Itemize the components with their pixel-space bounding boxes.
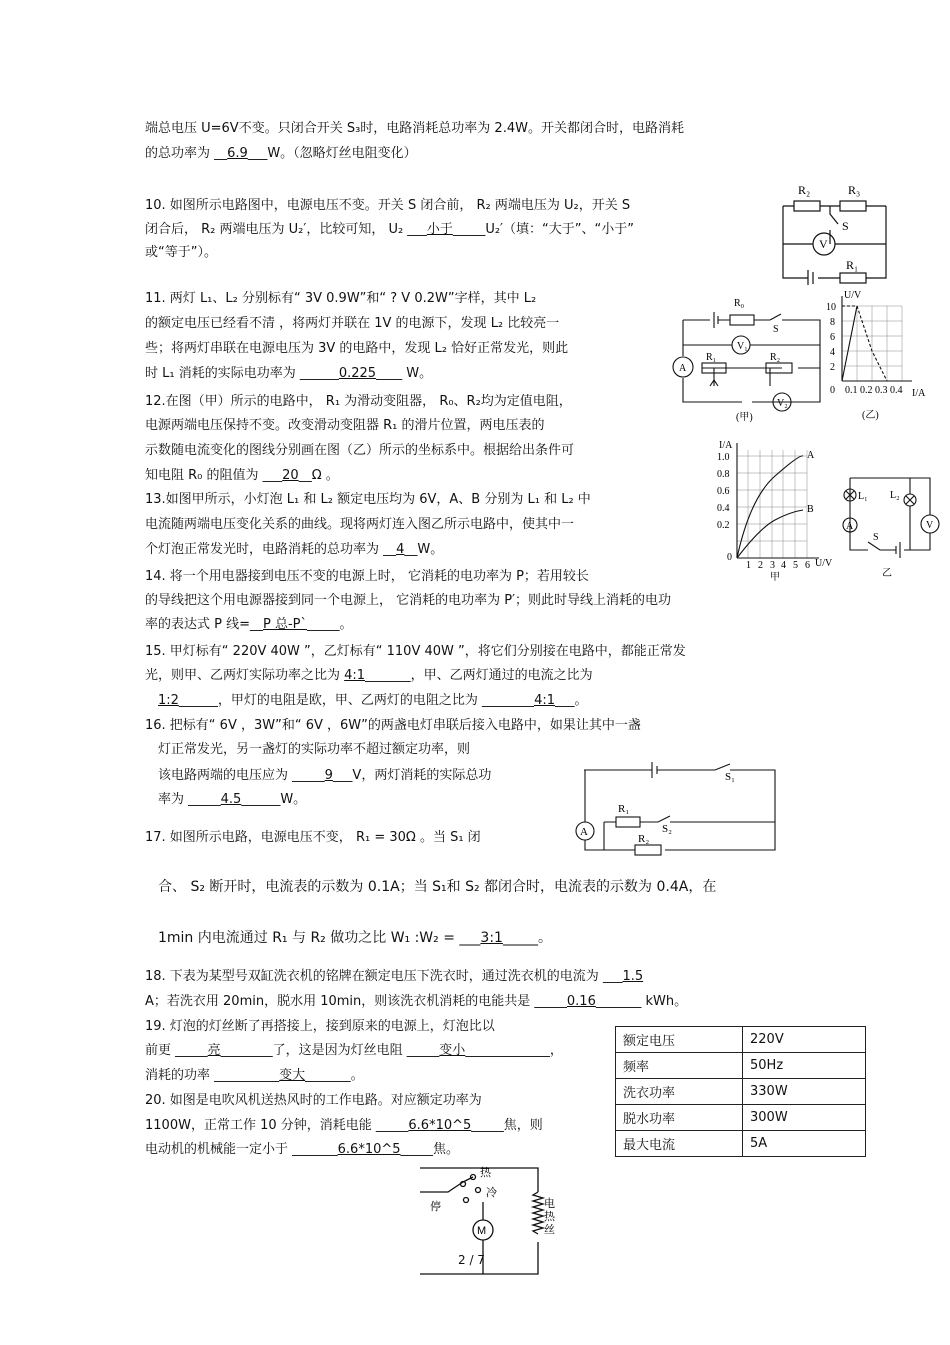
text-line: 1100W，正常工作 10 分钟，消耗电能 _____6.6*10^5_____焦，则 — [145, 1118, 543, 1133]
curve-a-label: A — [807, 450, 815, 461]
q13-circuit-diagram — [838, 470, 942, 580]
heater-label-3: 丝 — [544, 1224, 555, 1236]
table-row: 额定电压 220V — [616, 1027, 866, 1053]
r1-label: R₁ — [846, 258, 859, 272]
x-tick: 0.1 — [845, 385, 858, 396]
y-axis-label: I/A — [719, 440, 733, 451]
a-label: A — [580, 826, 588, 838]
text-line: 个灯泡正常发光时，电路消耗的总功率为 __4__W。 — [145, 542, 444, 557]
l2-label: L₂ — [890, 490, 900, 501]
text-line: 消耗的功率 __________变大_______。 — [145, 1068, 364, 1083]
caption: 乙 — [882, 568, 892, 579]
r2-label: R₂ — [798, 183, 811, 197]
text-line: 的总功率为 __6.9___W。（忽略灯丝电阻变化） — [145, 146, 417, 161]
caption: (乙) — [862, 410, 879, 421]
text-line: 1:2______，甲灯的电阻是欧，甲、乙两灯的电阻之比为 ________4:1___。 — [158, 693, 588, 708]
answer: 9 — [324, 768, 333, 783]
text-line: 示数随电流变化的图线分别画在图（乙）所示的坐标系中。根据给出条件可 — [145, 443, 575, 458]
question-16: 16. 把标有“ 6V ，3W”和“ 6V ，6W”的两盏电灯串联后接入电路中，如果让其中一盏 — [145, 718, 641, 733]
y-tick: 0.2 — [717, 520, 730, 531]
s-label: S — [773, 324, 779, 335]
text-line: 1min 内电流通过 R₁ 与 R₂ 做功之比 W₁ :W₂ = ___3:1_____。 — [158, 930, 552, 946]
y-tick: 10 — [826, 302, 836, 313]
answer: 变小 — [439, 1043, 466, 1058]
r2-label: R₂ — [770, 352, 781, 363]
q10-circuit-diagram — [780, 180, 890, 285]
question-17: 17. 如图所示电路，电源电压不变， R₁ = 30Ω 。当 S₁ 闭 — [145, 830, 481, 845]
y-tick: 0.4 — [717, 503, 730, 514]
x-tick: 0 — [830, 385, 835, 396]
answer: 6.9 — [227, 146, 248, 161]
x-tick: 6 — [805, 560, 810, 571]
r3-label: R₃ — [848, 183, 861, 197]
x-tick: 5 — [793, 560, 798, 571]
r0-label: R₀ — [734, 298, 745, 309]
x-tick: 3 — [770, 560, 775, 571]
answer: 4:1 — [344, 668, 366, 683]
page-number: 2 / 7 — [458, 1253, 485, 1267]
answer: 变大 — [279, 1068, 306, 1083]
answer: 亮 — [207, 1043, 221, 1058]
text-line: 闭合后， R₂ 两端电压为 U₂′，比较可知， U₂ ___小于_____U₂′（填：“大于”、“小于” — [145, 222, 634, 237]
s-label: S — [842, 219, 849, 233]
question-15: 15. 甲灯标有“ 220V 40W ”，乙灯标有“ 110V 40W ”，将它们分别接在电路中，都能正常发 — [145, 644, 686, 659]
text-line: 率为 _____4.5______W。 — [158, 792, 307, 807]
answer: 0.225 — [338, 366, 377, 381]
text-line: 时 L₁ 消耗的实际电功率为 ______0.225____ W。 — [145, 366, 433, 381]
s2-label: S₂ — [662, 823, 672, 835]
y-tick: 6 — [830, 332, 835, 343]
x-tick: 0.4 — [890, 385, 903, 396]
text-line: 该电路两端的电压应为 _____9___V，两灯消耗的实际总功 — [158, 768, 492, 783]
y-axis-label: U/V — [844, 290, 862, 301]
text-line: 灯正常发光，另一盏灯的实际功率不超过额定功率，则 — [158, 742, 471, 757]
y-tick: 8 — [830, 317, 835, 328]
text-line: 或“等于”）。 — [145, 245, 217, 260]
v2-label: V₂ — [777, 398, 788, 409]
v-label: V — [819, 237, 828, 251]
q12-graph — [812, 288, 937, 428]
text-line: 电源两端电压保持不变。改变滑动变阻器 R₁ 的滑片位置，两电压表的 — [145, 418, 545, 433]
question-18: 18. 下表为某型号双缸洗衣机的铭牌在额定电压下洗衣时，通过洗衣机的电流为 ___1.5 — [145, 969, 644, 984]
heater-label-1: 电 — [544, 1198, 555, 1210]
answer: P 总-P` — [263, 617, 308, 632]
text-line: 合、 S₂ 断开时，电流表的示数为 0.1A；当 S₁和 S₂ 都闭合时，电流表的示数为 0.4A，在 — [158, 879, 717, 895]
cold-label: 冷 — [486, 1187, 497, 1199]
motor-label: M — [477, 1225, 487, 1237]
text-line: A；若洗衣用 20min，脱水用 10min，则该洗衣机消耗的电能共是 _____0.16_______ kWh。 — [145, 994, 688, 1009]
x-axis-label: U/V — [815, 558, 833, 569]
y-tick: 4 — [830, 347, 835, 358]
table-row: 脱水功率 300W — [616, 1105, 866, 1131]
text-line: 前更 _____亮________了，这是因为灯丝电阻 _____变小_____________， — [145, 1043, 563, 1058]
text-line: 知电阻 R₀ 的阻值为 ___20__Ω 。 — [145, 468, 339, 483]
r1-label: R₁ — [618, 803, 630, 815]
y-tick: 2 — [830, 362, 835, 373]
x-tick: 1 — [746, 560, 751, 571]
question-20: 20. 如图是电吹风机送热风时的工作电路。对应额定功率为 — [145, 1093, 482, 1108]
q12-circuit-diagram — [670, 290, 835, 430]
caption: (甲) — [736, 412, 753, 423]
q13-iu-graph — [715, 438, 835, 583]
v1-label: V₁ — [737, 341, 748, 352]
a-label: A — [846, 521, 854, 532]
l1-label: L₁ — [858, 491, 868, 502]
text-line: 的导线把这个用电源器接到同一个电源上， 它消耗的电功率为 P′；则此时导线上消耗的电功 — [145, 593, 672, 608]
answer: 1:2 — [158, 693, 179, 708]
table-row: 最大电流 5A — [616, 1131, 866, 1157]
question-14: 14. 将一个用电器接到电压不变的电源上时， 它消耗的电功率为 P；若用较长 — [145, 569, 589, 584]
q17-circuit-diagram — [570, 760, 780, 865]
curve-b-label: B — [807, 504, 814, 515]
r1-label: R₁ — [706, 352, 717, 363]
text-line: 电流随两端电压变化关系的曲线。现将两灯连入图乙所示电路中，使其中一 — [145, 517, 575, 532]
answer: 6.6*10^5 — [408, 1118, 472, 1133]
x-tick: 0.2 — [860, 385, 873, 396]
y-tick: 0.6 — [717, 486, 730, 497]
text-line: 率的表达式 P 线=__P 总-P`_____。 — [145, 617, 353, 632]
text-line: 端总电压 U=6V不变。只闭合开关 S₃时，电路消耗总功率为 2.4W。开关都闭合时，电路消耗 — [145, 121, 684, 136]
text-line: 些；将两灯串联在电源电压为 3V 的电路中，发现 L₂ 恰好正常发光，则此 — [145, 341, 569, 356]
table-row: 频率 50Hz — [616, 1053, 866, 1079]
answer: 0.16 — [566, 994, 596, 1009]
x-tick: 4 — [781, 560, 786, 571]
table-row: 洗衣功率 330W — [616, 1079, 866, 1105]
caption: 甲 — [770, 572, 780, 583]
question-10: 10. 如图所示电路图中，电源电压不变。开关 S 闭合前， R₂ 两端电压为 U₂，开关 S — [145, 198, 631, 213]
q20-hairdryer-circuit — [418, 1162, 563, 1280]
answer: 20 — [282, 468, 299, 483]
text-line: 光，则甲、乙两灯实际功率之比为 4:1_______，甲、乙两灯通过的电流之比为 — [145, 668, 593, 683]
question-12: 12.在图（甲）所示的电路中， R₁ 为滑动变阻器， R₀、R₂均为定值电阻， — [145, 394, 572, 409]
answer: 4.5 — [220, 792, 242, 807]
r2-label: R₂ — [638, 833, 650, 845]
answer: 1.5 — [622, 969, 644, 984]
y-tick: 0.8 — [717, 469, 730, 480]
answer: 小于 — [426, 222, 453, 237]
s1-label: S₁ — [725, 771, 735, 783]
stop-label: 停 — [430, 1201, 441, 1213]
question-11: 11. 两灯 L₁、L₂ 分别标有“ 3V 0.9W”和“ ? V 0.2W”字样，其中 L₂ — [145, 291, 537, 306]
answer: 6.6*10^5 — [337, 1142, 401, 1157]
y-tick: 0 — [727, 552, 732, 563]
x-axis-label: I/A — [912, 388, 926, 399]
v-label: V — [926, 520, 934, 531]
washer-spec-table — [615, 1026, 866, 1157]
answer: 3:1 — [480, 930, 503, 946]
x-tick: 0.3 — [875, 385, 888, 396]
text-line: 的额定电压已经看不清 ，将两灯并联在 1V 的电源下，发现 L₂ 比较亮一 — [145, 316, 560, 331]
s-label: S — [873, 532, 879, 543]
y-tick: 1.0 — [717, 452, 730, 463]
question-13: 13.如图甲所示，小灯泡 L₁ 和 L₂ 额定电压均为 6V，A、B 分别为 L₁ 和 L₂ 中 — [145, 492, 591, 507]
text-line: 电动机的机械能一定小于 _______6.6*10^5_____焦。 — [145, 1142, 460, 1157]
a-label: A — [679, 363, 687, 374]
heater-label-2: 热 — [544, 1211, 555, 1223]
question-19: 19. 灯泡的灯丝断了再搭接上，接到原来的电源上，灯泡比以 — [145, 1019, 495, 1034]
x-tick: 2 — [758, 560, 763, 571]
answer: 4 — [396, 542, 405, 557]
hot-label: 热 — [480, 1167, 491, 1179]
answer: 4:1 — [534, 693, 555, 708]
